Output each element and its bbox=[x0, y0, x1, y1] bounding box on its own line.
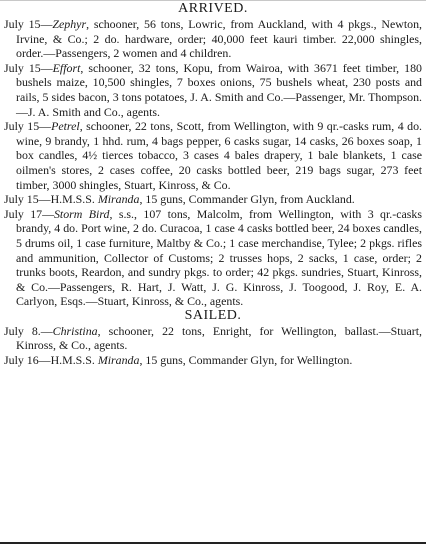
entry-date: July 16—H.M.S.S. bbox=[4, 353, 98, 368]
vessel-name: Storm Bird bbox=[53, 206, 110, 221]
arrival-entry bbox=[4, 192, 422, 207]
entry-details: , schooner, 56 tons, Lowric, from Auckland, with 4 pkgs., Newton, Irvine, & Co.; 2 do. hardware, order; 40,000 feet kauri timber. 22,000 shingles, order.—Passengers, 2 women and 4 children. bbox=[16, 17, 422, 61]
sailed-heading: SAILED. bbox=[184, 307, 242, 323]
entry-date: July 17— bbox=[4, 206, 54, 221]
vessel-name: Effort bbox=[52, 60, 81, 75]
entry-details: , schooner, 22 tons, Enright, for Wellington, ballast.—Stuart, Kinross, & Co., agents. bbox=[16, 323, 423, 353]
top-rule bbox=[0, 0, 426, 1]
sailing-entry bbox=[4, 353, 422, 368]
arrival-entry bbox=[4, 61, 422, 119]
bottom-rule bbox=[0, 542, 426, 544]
entry-date: July 15— bbox=[4, 119, 52, 134]
entry-date: July 15—H.M.S.S. bbox=[4, 192, 98, 207]
arrival-entry bbox=[4, 119, 422, 192]
vessel-name: Christina bbox=[52, 323, 98, 338]
arrived-heading: ARRIVED. bbox=[178, 1, 248, 16]
entry-details: , schooner, 32 tons, Kopu, from Wairoa, with 3671 feet timber, 180 bushels maize, 10,500 shingles, 7 boxes onions, 75 bushels wheat, 230 posts and rails, 5 sides bacon, 3 tons potatoes, J. A. Smith and Co.—Passenger, Mr. Thompson.—J. A. Smith and Co., agents. bbox=[16, 60, 423, 119]
vessel-name: Miranda bbox=[97, 353, 140, 368]
vessel-name: Petrel bbox=[51, 119, 80, 134]
sailing-entry bbox=[4, 324, 422, 353]
arrival-entry bbox=[4, 17, 422, 61]
entry-details: , 15 guns, Commander Glyn, for Wellington. bbox=[139, 353, 353, 368]
vessel-name: Zephyr bbox=[52, 17, 87, 31]
entry-date: July 15— bbox=[4, 60, 53, 75]
entry-details: , 15 guns, Commander Glyn, from Auckland. bbox=[139, 192, 355, 207]
entry-details: , schooner, 22 tons, Scott, from Wellington, with 9 qr.-casks rum, 4 do. wine, 9 brandy, 1 hhd. rum, 4 bags pepper, 6 casks sugar, 14 casks, 26 boxes soap, 1 box candles, 4½ tierces tobacco, 3 cases 4 bales drapery, 1 bale blankets, 1 case oilmen's stores, 2 cases coffee, 20 casks bottled beer, 219 bags sugar, 273 feet timber, 3000 shingles, Stuart, Kinross, & Co. bbox=[16, 119, 422, 192]
arrival-entry bbox=[4, 207, 422, 309]
entry-date: July 15— bbox=[4, 17, 53, 31]
entry-details: , s.s., 107 tons, Malcolm, from Wellington, with 3 qr.-casks brandy, 4 do. Port wine, 2 do. Curacoa, 1 case 4 casks bottled beer, 24 boxes candles, 5 drums oil, 1 case furniture, Maltby & Co.; 1 case merchandise, Tylee; 2 pkgs. rifles and ammunition, Collector of Customs; 2 trusses hops, 2 sacks, 1 case, order; 2 trunks boots, Reardon, and sundry pkgs. to order; 42 pkgs. sundries, Stuart, Kinross, & Co.—Passengers, R. Hart, J. Watt, J. G. Kinross, J. Toogood, J. Roy, E. A. Carlyon, Esqs.—Stuart, Kinross, & Co., agents. bbox=[16, 206, 422, 309]
vessel-name: Miranda bbox=[97, 192, 140, 207]
entry-date: July 8.— bbox=[4, 323, 53, 338]
